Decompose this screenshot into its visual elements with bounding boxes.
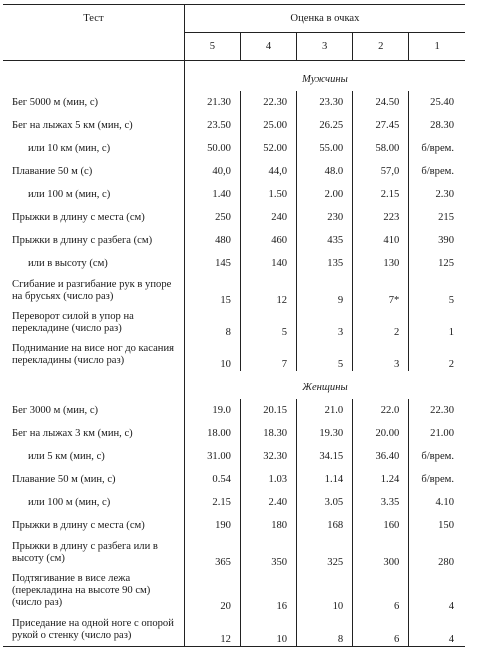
women-score-1-cell: 4 [409, 613, 465, 647]
men-test-label: Бег 5000 м (мин, с) [3, 91, 184, 114]
men-test-label: Прыжки в длину с разбега (см) [3, 229, 184, 252]
men-test-label: Переворот силой в упор на перекладине (число раз) [3, 307, 184, 339]
women-score-3-cell: 3.05 [297, 491, 353, 514]
men-score-5-cell: 250 [184, 206, 240, 229]
men-test-label: или в высоту (см) [3, 252, 184, 275]
men-test-label: или 10 км (мин, с) [3, 137, 184, 160]
women-test-label: Плавание 50 м (мин, с) [3, 468, 184, 491]
women-test-label: Бег на лыжах 3 км (мин, с) [3, 422, 184, 445]
women-score-3-cell: 34.15 [297, 445, 353, 468]
men-score-4-cell: 1.50 [240, 183, 296, 206]
women-test-label: Прыжки в длину с места (см) [3, 514, 184, 537]
women-score-3-cell: 21.0 [297, 399, 353, 422]
men-score-3-cell: 55.00 [297, 137, 353, 160]
women-score-2-cell: 3.35 [353, 491, 409, 514]
men-score-5-cell: 8 [184, 307, 240, 339]
men-score-3-cell: 5 [297, 339, 353, 371]
men-score-4-cell: 25.00 [240, 114, 296, 137]
men-score-3-cell: 135 [297, 252, 353, 275]
men-score-3-cell: 23.30 [297, 91, 353, 114]
men-score-4-cell: 7 [240, 339, 296, 371]
section-women-title: Женщины [302, 381, 348, 393]
header-score-3: 3 [297, 33, 353, 61]
women-score-1-cell: 21.00 [430, 428, 454, 439]
women-score-5-cell: 18.00 [184, 422, 240, 445]
men-test-label: Прыжки в длину с места (см) [3, 206, 184, 229]
table-row [3, 569, 465, 613]
women-score-5-cell: 31.00 [184, 445, 240, 468]
men-test-label: Плавание 50 м (с) [3, 160, 184, 183]
women-score-1-cell: 280 [438, 557, 454, 568]
women-score-3-cell: 10 [297, 569, 353, 613]
women-score-5-cell: 0.54 [184, 468, 240, 491]
men-score-1-cell: б/врем. [421, 143, 454, 154]
women-score-2-cell: 36.40 [353, 445, 409, 468]
men-score-5-cell: 1.40 [184, 183, 240, 206]
women-score-1-cell: 4 [448, 601, 454, 612]
women-test-label: Приседание на одной ноге с опорой рукой о стенку (число раз) [3, 613, 184, 647]
table-body [3, 61, 465, 647]
men-score-3-cell: 48.0 [297, 160, 353, 183]
men-score-1-cell: 2 [448, 359, 454, 370]
women-score-4-cell: 32.30 [240, 445, 296, 468]
men-score-3-cell: 435 [297, 229, 353, 252]
table-row [3, 399, 465, 422]
women-score-1-cell: б/врем. [421, 474, 454, 485]
women-score-1-cell: 4.10 [435, 497, 454, 508]
women-score-3-cell: 168 [297, 514, 353, 537]
table-row [3, 137, 465, 160]
women-score-5-cell: 20 [184, 569, 240, 613]
women-score-2-cell: 6 [353, 613, 409, 647]
section-women [3, 371, 465, 399]
women-score-5-cell: 365 [184, 537, 240, 569]
women-score-4-cell: 350 [240, 537, 296, 569]
women-score-3-cell: 19.30 [297, 422, 353, 445]
table-row [3, 445, 465, 468]
men-score-4-cell: 140 [240, 252, 296, 275]
women-score-2-cell: 20.00 [353, 422, 409, 445]
table-row [3, 422, 465, 445]
women-score-4-cell: 16 [240, 569, 296, 613]
men-score-1-cell: 215 [438, 212, 454, 223]
header-score-2: 2 [353, 33, 409, 61]
men-score-2-cell: 57,0 [353, 160, 409, 183]
men-score-5-cell: 10 [184, 339, 240, 371]
men-score-3-cell: 9 [297, 275, 353, 307]
table-row [3, 160, 465, 183]
women-score-5-cell: 19.0 [184, 399, 240, 422]
header-test: Тест [3, 5, 184, 61]
men-score-2-cell: 2.15 [353, 183, 409, 206]
women-score-5-cell: 12 [184, 613, 240, 647]
men-score-5-cell: 15 [184, 275, 240, 307]
men-score-4-cell: 22.30 [240, 91, 296, 114]
men-score-2-cell: 2 [353, 307, 409, 339]
table-row [3, 252, 465, 275]
men-score-3-cell: 26.25 [297, 114, 353, 137]
table-row [3, 91, 465, 114]
men-score-1-cell: 1 [448, 327, 454, 338]
men-test-label: Сгибание и разгибание рук в упоре на брусьях (число раз) [3, 275, 184, 307]
fitness-norms-table [3, 4, 465, 647]
table-row [3, 339, 465, 371]
men-score-3-cell: 2.00 [297, 183, 353, 206]
section-men [3, 61, 465, 92]
men-score-3-cell: 230 [297, 206, 353, 229]
men-score-5-cell: 23.50 [184, 114, 240, 137]
men-score-1-cell: 28.30 [430, 120, 454, 131]
women-score-3-cell: 8 [297, 613, 353, 647]
table-row [3, 307, 465, 339]
table-row [3, 514, 465, 537]
men-score-5-cell: 145 [184, 252, 240, 275]
women-score-4-cell: 2.40 [240, 491, 296, 514]
women-score-2-cell: 22.0 [353, 399, 409, 422]
men-score-1-cell: 2.30 [435, 189, 454, 200]
men-score-2-cell: 58.00 [353, 137, 409, 160]
men-score-1-cell: 5 [448, 295, 454, 306]
women-score-4-cell: 180 [240, 514, 296, 537]
men-score-4-cell: 240 [240, 206, 296, 229]
men-score-1-cell: 390 [438, 235, 454, 246]
table-row [3, 537, 465, 569]
women-score-2-cell: 300 [353, 537, 409, 569]
men-score-4-cell: 52.00 [240, 137, 296, 160]
women-score-4-cell: 20.15 [240, 399, 296, 422]
women-score-1-cell: 150 [438, 520, 454, 531]
women-score-2-cell: 6 [353, 569, 409, 613]
men-score-4-cell: 44,0 [240, 160, 296, 183]
women-score-5-cell: 190 [184, 514, 240, 537]
table-row [3, 468, 465, 491]
men-score-1-cell: б/врем. [421, 166, 454, 177]
men-test-label: Поднимание на висе ног до касания перекладины (число раз) [3, 339, 184, 371]
women-score-3-cell: 325 [297, 537, 353, 569]
women-test-label: или 5 км (мин, с) [3, 445, 184, 468]
men-score-3-cell: 3 [297, 307, 353, 339]
table-row [3, 613, 465, 647]
women-test-label: или 100 м (мин, с) [3, 491, 184, 514]
header-score-group: Оценка в очках [184, 5, 465, 33]
men-score-2-cell: 27.45 [353, 114, 409, 137]
men-score-2-cell: 410 [353, 229, 409, 252]
women-score-1-cell: 22.30 [430, 405, 454, 416]
table-row [3, 114, 465, 137]
men-score-4-cell: 5 [240, 307, 296, 339]
table-row [3, 206, 465, 229]
women-score-2-cell: 160 [353, 514, 409, 537]
women-score-3-cell: 1.14 [297, 468, 353, 491]
men-score-5-cell: 21.30 [184, 91, 240, 114]
women-test-label: Подтягивание в висе лежа (перекладина на высоте 90 см) (число раз) [3, 569, 184, 613]
table-row [3, 183, 465, 206]
men-score-5-cell: 480 [184, 229, 240, 252]
men-score-1-cell: 25.40 [430, 97, 454, 108]
header-score-1: 1 [409, 33, 465, 61]
men-score-4-cell: 460 [240, 229, 296, 252]
table-row [3, 491, 465, 514]
table-row [3, 275, 465, 307]
header-score-5: 5 [184, 33, 240, 61]
men-test-label: или 100 м (мин, с) [3, 183, 184, 206]
women-test-label: Бег 3000 м (мин, с) [3, 399, 184, 422]
header-score-4: 4 [240, 33, 296, 61]
women-score-2-cell: 1.24 [353, 468, 409, 491]
women-score-4-cell: 18.30 [240, 422, 296, 445]
women-score-5-cell: 2.15 [184, 491, 240, 514]
women-score-4-cell: 1.03 [240, 468, 296, 491]
men-score-2-cell: 3 [353, 339, 409, 371]
men-score-5-cell: 50.00 [184, 137, 240, 160]
men-score-2-cell: 24.50 [353, 91, 409, 114]
men-score-5-cell: 40,0 [184, 160, 240, 183]
women-score-4-cell: 10 [240, 613, 296, 647]
women-test-label: Прыжки в длину с разбега или в высоту (см) [3, 537, 184, 569]
men-score-2-cell: 223 [353, 206, 409, 229]
men-score-4-cell: 12 [240, 275, 296, 307]
men-test-label: Бег на лыжах 5 км (мин, с) [3, 114, 184, 137]
men-score-1-cell: 125 [438, 258, 454, 269]
women-score-1-cell: б/врем. [421, 451, 454, 462]
table-row [3, 229, 465, 252]
men-score-2-cell: 7* [353, 275, 409, 307]
men-score-2-cell: 130 [353, 252, 409, 275]
table-header [3, 5, 465, 61]
section-men-title: Мужчины [302, 73, 348, 85]
